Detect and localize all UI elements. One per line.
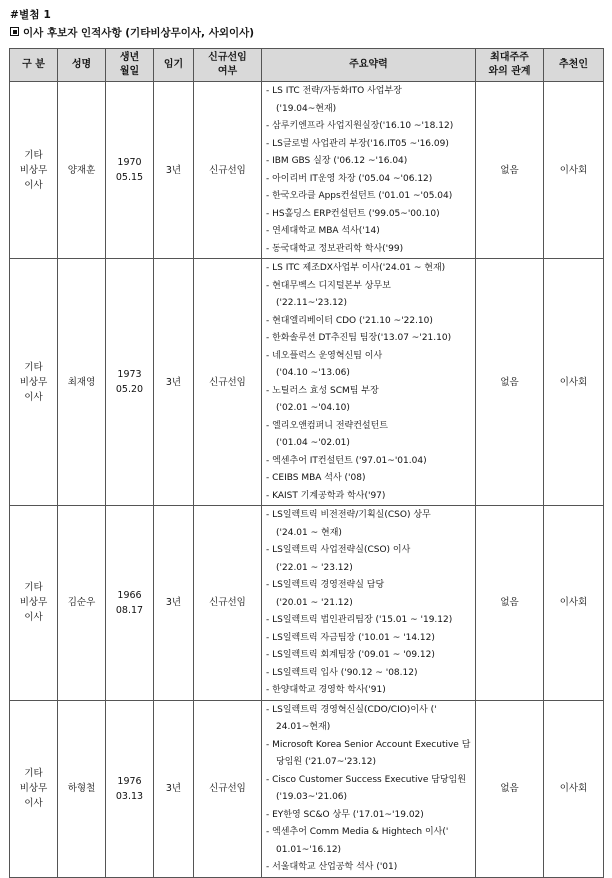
section-title [10,25,254,40]
career-line: ('22.11~'23.12) [276,298,348,308]
career-line: - KAIST 기계공학과 학사('97) [266,490,386,501]
header-appointment: 신규선임 여부 [194,49,262,82]
career-line: - CEIBS MBA 석사 ('08) [266,473,366,483]
career-line: - 삼루키엔프라 사업지원실장('16.10 ~'18.12) [266,121,454,131]
relation-cell [476,506,544,701]
cell-text: 03.13 [115,790,144,802]
category-cell [10,506,58,701]
recommender-cell [544,259,604,506]
cell-text: 없음 [500,376,519,388]
career-line: - 엑센추어 IT컨설턴트 ('97.01~'01.04) [266,455,427,466]
cell-text: 신규선임 [209,376,246,388]
term-cell [154,506,194,701]
header-recommender: 추천인 [544,49,604,82]
cell-text: 없음 [500,597,519,609]
cell-text: 기타 [24,768,43,779]
cell-text: 비상무 [19,783,48,794]
table-row [10,259,604,506]
cell-text: 3년 [165,597,182,609]
cell-text: 08.17 [115,604,144,616]
cell-text: 김순우 [67,597,96,609]
career-line: ('24.01 ~ 현재) [276,527,342,538]
cell-text: 비상무 [19,597,48,609]
career-line: - 현대무벡스 디지털본부 상무보 [266,280,391,291]
cell-text: 1976 [117,775,142,787]
cell-text: 3년 [165,783,182,794]
name-cell [58,700,106,877]
relation-cell [476,700,544,877]
recommender-cell [544,82,604,259]
cell-text: 이사 [24,179,43,191]
career-line: - 서울대학교 산업공학 석사 ('01) [266,862,398,872]
category-cell [10,700,58,877]
name-cell [58,506,106,701]
career-line: ('22.01 ~ '23.12) [276,562,353,573]
career-line: - HS홀딩스 ERP컨설턴트 ('99.05~'00.10) [266,208,440,219]
header-term: 임기 [154,49,194,82]
cell-text: 없음 [500,164,519,176]
career-line: - LS일렉트릭 법인관리팀장 ('15.01 ~ '19.12) [266,615,453,625]
career-line: ('04.10 ~'13.06) [276,368,350,378]
table-row [10,506,604,701]
header-name: 성명 [58,49,106,82]
term-cell [154,259,194,506]
career-line: - 동국대학교 정보관리학 학사('99) [266,243,404,254]
cell-text: 1970 [117,157,142,168]
cell-text: 기타 [24,361,43,373]
name-cell [58,82,106,259]
cell-text: 비상무 [19,376,48,388]
cell-text: 양재훈 [67,164,96,176]
career-line: ('02.01 ~'04.10) [276,403,350,413]
career-line: - 한화솔루션 DT추진팀 팀장('13.07 ~'21.10) [266,333,452,343]
cell-text: 하형철 [67,783,96,794]
relation-cell [476,259,544,506]
section-title-text: 이사 후보자 인적사항 (기타비상무이사, 사외이사) [23,27,255,39]
career-line: - 엑센추어 Comm Media & Hightech 이사(' [266,827,449,837]
career-cell [262,700,476,877]
career-line: ('20.01 ~ '21.12) [276,597,353,608]
career-line: - LS일렉트릭 경영전략실 담당 [266,580,385,590]
career-line: ('19.03~'21.06) [276,792,348,802]
birth-cell [106,700,154,877]
career-cell [262,82,476,259]
cell-text: 1973 [117,369,142,380]
cell-text: 이사 [24,612,43,624]
career-line: - LS ITC 제조DX사업부 이사('24.01 ~ 현재) [266,263,446,273]
career-line: - LS일렉트릭 입사 ('90.12 ~ '08.12) [266,667,418,678]
header-relation: 최대주주 와의 관계 [476,49,544,82]
career-line: - LS일렉트릭 비전전략/기획실(CSO) 상무 [266,510,431,520]
career-line: - LS일렉트릭 경영혁신실(CDO/CIO)이사 (' [266,704,437,715]
career-line: - IBM GBS 실장 ('06.12 ~'16.04) [266,156,408,166]
table-row [10,700,604,877]
career-cell [262,506,476,701]
career-line: - 노틸러스 효성 SCM팀 부장 [266,385,379,396]
appointment-cell [194,259,262,506]
cell-text: 3년 [165,164,182,176]
candidate-table [9,48,604,878]
career-line: 24.01~현재) [276,722,331,732]
cell-text: 05.20 [115,384,144,395]
attachment-label: #별첨 1 [10,9,52,21]
cell-text: 이사회 [559,164,588,176]
birth-cell [106,259,154,506]
birth-cell [106,82,154,259]
cell-text: 이사 [24,798,43,809]
career-line: - Cisco Customer Success Executive 담당임원 [266,774,467,785]
relation-cell [476,82,544,259]
cell-text: 비상무 [19,164,48,176]
career-line: ('01.04 ~'02.01) [276,438,350,448]
category-cell [10,259,58,506]
cell-text: 신규선임 [209,164,246,176]
category-cell [10,82,58,259]
cell-text: 신규선임 [209,783,246,794]
career-line: - 한국오라클 Apps컨설턴트 ('01.01 ~'05.04) [266,191,453,201]
career-line: - 연세대학교 MBA 석사('14) [266,226,380,236]
cell-text: 이사회 [559,597,588,609]
header-career: 주요약력 [262,49,476,82]
recommender-cell [544,506,604,701]
career-line: - Microsoft Korea Senior Account Executive 담 [266,739,471,750]
career-line: - 현대엘리베이터 CDO ('21.10 ~'22.10) [266,315,433,326]
square-bullet-icon [10,27,19,36]
career-cell [262,259,476,506]
career-line: - LS일렉트릭 자금팀장 ('10.01 ~ '14.12) [266,632,435,643]
table-row [10,82,604,259]
cell-text: 기타 [24,149,43,161]
recommender-cell [544,700,604,877]
term-cell [154,82,194,259]
career-line: - LS ITC 전략/자동화ITO 사업부장 [266,86,402,96]
career-line: 01.01~'16.12) [276,844,342,855]
cell-text: 이사회 [559,376,588,388]
appointment-cell [194,700,262,877]
cell-text: 05.15 [115,172,144,183]
term-cell [154,700,194,877]
career-line: - LS일렉트릭 회계팀장 ('09.01 ~ '09.12) [266,650,435,660]
header-category: 구 분 [10,49,58,82]
appointment-cell [194,506,262,701]
career-line: - 네오플럭스 운영혁신팀 이사 [266,350,383,361]
cell-text: 이사회 [559,783,588,794]
career-line: - 엘리오앤컴퍼니 전략컨설턴트 [266,420,388,431]
career-line: ('19.04~현재) [276,103,337,114]
cell-text: 기타 [24,582,43,594]
cell-text: 이사 [24,391,43,403]
header-row [10,49,604,82]
cell-text: 3년 [165,376,182,388]
career-line: - EY한영 SC&O 상무 ('17.01~'19.02) [266,809,424,820]
cell-text: 1966 [117,589,142,601]
cell-text: 최재영 [67,376,96,388]
cell-text: 없음 [500,783,519,794]
cell-text: 신규선임 [209,597,246,609]
career-line: - 아이리버 IT운영 차장 ('05.04 ~'06.12) [266,173,433,184]
appointment-cell [194,82,262,259]
birth-cell [106,506,154,701]
career-line: - LS글로벌 사업관리 부장('16.IT05 ~'16.09) [266,138,449,149]
name-cell [58,259,106,506]
career-line: - LS일렉트릭 사업전략실(CSO) 이사 [266,545,411,555]
header-birth: 생년 월일 [106,49,154,82]
career-line: - 한양대학교 경영학 학사('91) [266,685,386,695]
career-line: 당임원 ('21.07~'23.12) [276,757,376,767]
